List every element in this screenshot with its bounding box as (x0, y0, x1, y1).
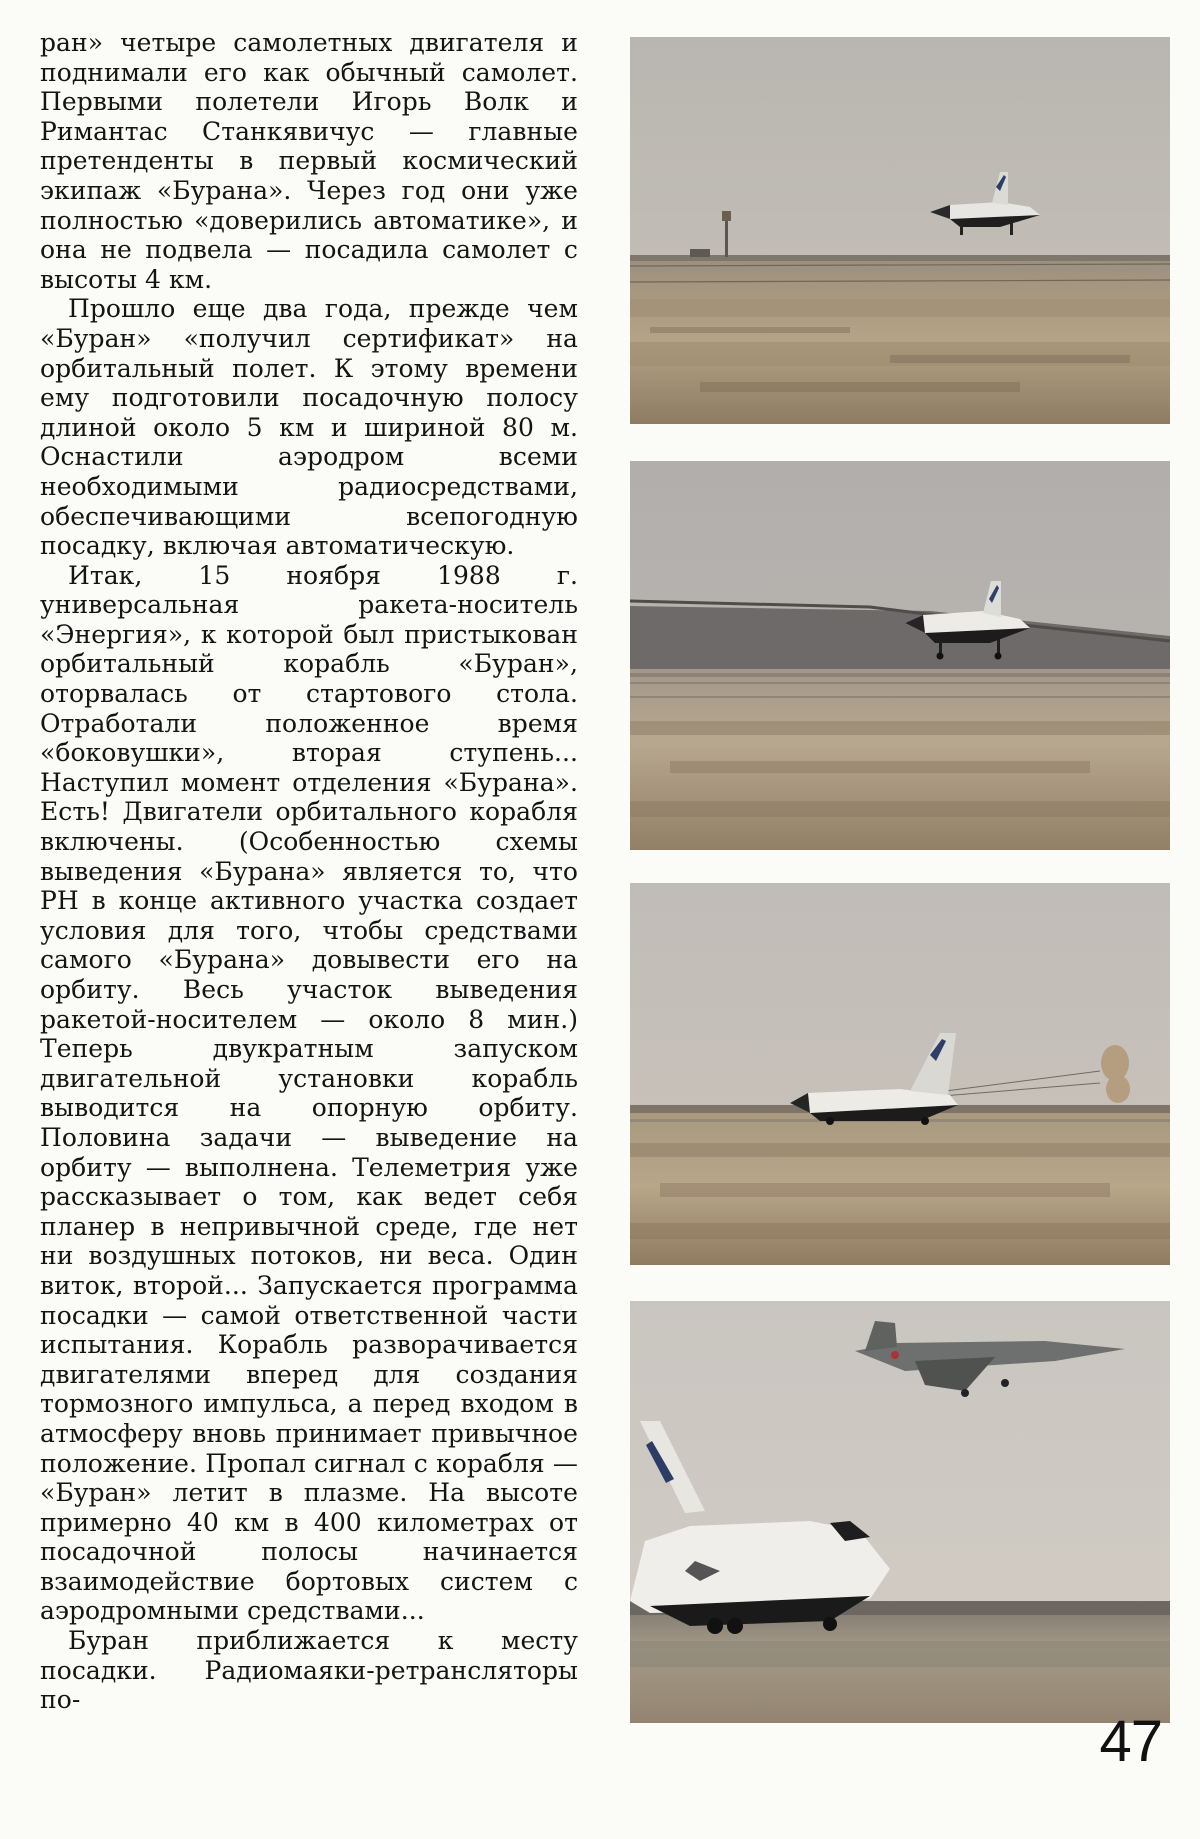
buran-approach-image (630, 37, 1170, 424)
buran-touchdown-image (630, 461, 1170, 850)
article-paragraph-3: Итак, 15 ноября 1988 г. универсальная ракета-носитель «Энергия», к которой был пристыкован орбитальный корабль «Буран», оторвалась от стартового стола. Отработали положенное время «боковушки», вторая ступень... Наступил момент отделения «Бурана». Есть! Двигатели орбитального корабля включены. (Особенностью схемы выведения «Бурана» является то, что РН в конце активного участка создает условия для того, чтобы средствами самого «Бурана» довывести его на орбиту. Весь участок выведения ракетой-носителем — около 8 мин.) Теперь двукратным запуском двигательной установки корабль выводится на опорную орбиту. Половина задачи — выведение на орбиту — выполнена. Телеметрия уже рассказывает о том, как ведет себя планер в непривычной среде, где нет ни воздушных потоков, ни веса. Один виток, второй... Запускается программа посадки — самой ответственной части испытания. Корабль разворачивается двигателями вперед для создания тормозного импульса, а перед входом в атмосферу вновь принимает привычное положение. Пропал сигнал с корабля — «Буран» летит в плазме. На высоте примерно 40 км в 400 километрах от посадочной полосы начинается взаимодействие бортовых систем с аэродромными средствами... (40, 560, 578, 1626)
article-paragraph-2: Прошло еще два года, прежде чем «Буран» «получил сертификат» на орбитальный полет. К этому времени ему подготовили посадочную полосу длиной около 5 км и шириной 80 м. Оснастили аэродром всеми необходимыми радиосредствами, обеспечивающими всепогодную посадку, включая автоматическую. (40, 294, 578, 561)
photo-buran-approach (630, 37, 1170, 424)
buran-rollout-image (630, 883, 1170, 1265)
article-text-column (40, 28, 578, 1715)
buran-chase-plane-image (630, 1301, 1170, 1723)
page-number: 47 (1099, 1709, 1162, 1774)
photo-buran-touchdown (630, 461, 1170, 850)
photo-buran-chase-plane (630, 1301, 1170, 1723)
photo-buran-rollout (630, 883, 1170, 1265)
article-paragraph-4: Буран приближается к месту посадки. Радиомаяки-ретрансляторы по- (40, 1626, 578, 1715)
article-paragraph-1: ран» четыре самолетных двигателя и поднимали его как обычный самолет. Первыми полетели Игорь Волк и Римантас Станкявичус — главные претенденты в первый космический экипаж «Бурана». Через год они уже полностью «доверились автоматике», и она не подвела — посадила самолет с высоты 4 км. (40, 28, 578, 294)
